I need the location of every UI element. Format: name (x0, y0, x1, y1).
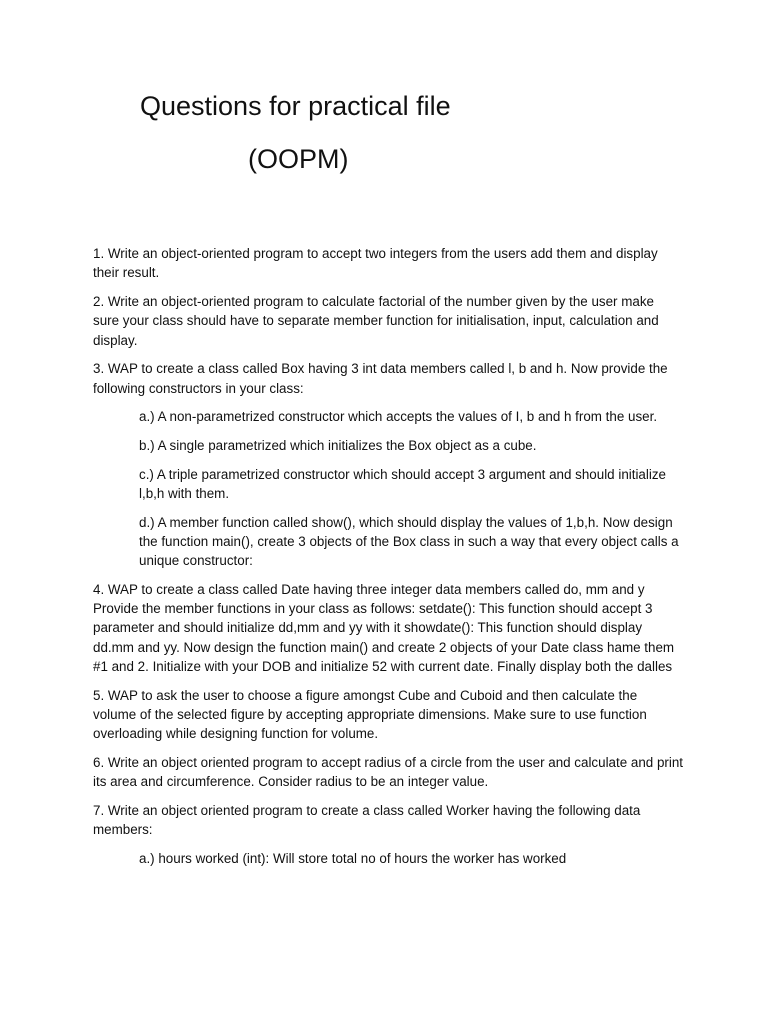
question-1: 1. Write an object-oriented program to accept two integers from the users add them and display their result. (93, 246, 658, 281)
question-2: 2. Write an object-oriented program to calculate factorial of the number given by the user make sure your class should have to separate member function for initialisation, input, calculation and display. (93, 293, 659, 348)
question-4: 4. WAP to create a class called Date having three integer data members called do, mm and y Provide the member functions in your class as follows: setdate(): This function should accept 3 parameter and should initialize dd,mm and yy with it showdate(): This function should display dd.mm and yy. Now design the function main() and create 2 objects of your Date class hame them #1 and 2. Initialize with your DOB and initialize 52 with current date. Finally display both the dalles (93, 581, 675, 675)
document-body (93, 244, 683, 878)
question-5: 5. WAP to ask the user to choose a figure amongst Cube and Cuboid and then calculate the volume of the selected figure by accepting appropriate dimensions. Make sure to use function overloading while designing function for volume. (93, 687, 647, 742)
question-6: 6. Write an object oriented program to accept radius of a circle from the user and calculate and print its area and circumference. Consider radius to be an integer value. (93, 755, 683, 790)
question-3-part-c: c.) A triple parametrized constructor which should accept 3 argument and should initialize l,b,h with them. (139, 466, 666, 501)
question-7: 7. Write an object oriented program to create a class called Worker having the following data members: (93, 803, 641, 838)
question-3: 3. WAP to create a class called Box having 3 int data members called l, b and h. Now provide the following constructors in your class: (93, 361, 668, 396)
document-title: Questions for practical file (140, 91, 451, 121)
document-subtitle: (OOPM) (248, 144, 349, 174)
question-3-part-a: a.) A non-parametrized constructor which accepts the values of I, b and h from the user. (139, 409, 658, 425)
question-3-part-b: b.) A single parametrized which initializes the Box object as a cube. (139, 437, 537, 453)
question-3-part-d: d.) A member function called show(), which should display the values of 1,b,h. Now design the function main(), create 3 objects of the Box class in such a way that every object calls a unique constructor: (139, 514, 679, 569)
question-7-part-a: a.) hours worked (int): Will store total no of hours the worker has worked (139, 851, 567, 867)
